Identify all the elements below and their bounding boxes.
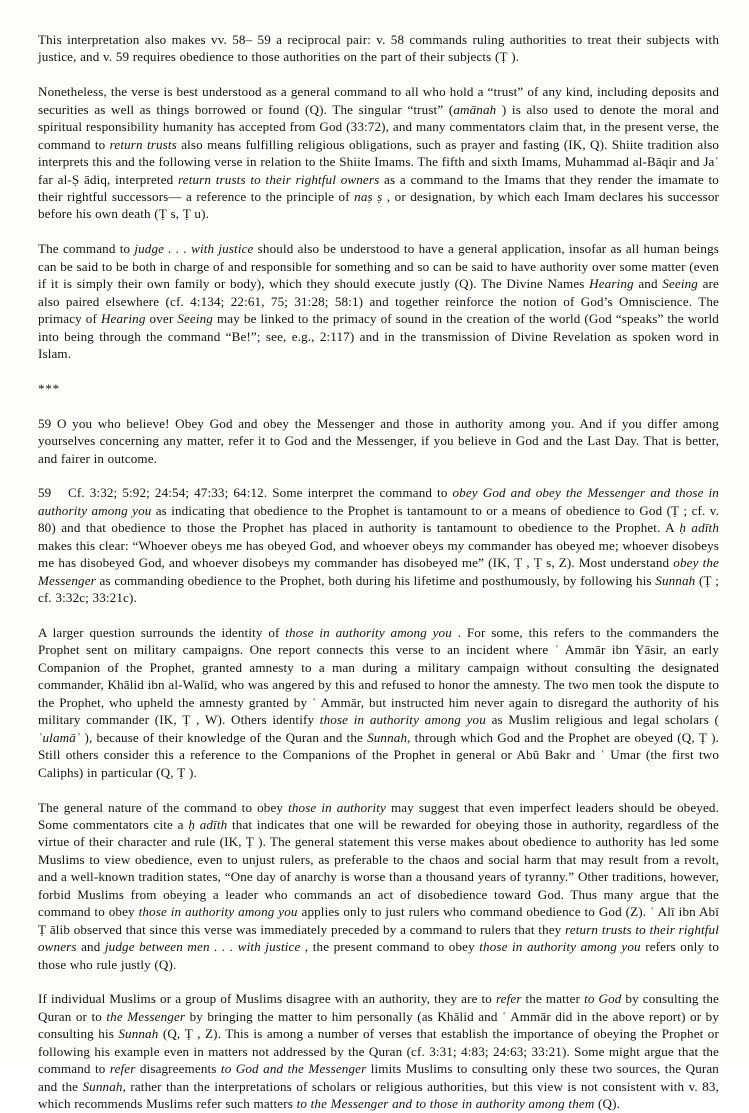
text-run: Cf. 3:32; 5:92; 24:54; 47:33; 64:12. Some interpret the command to [68, 485, 453, 501]
text-run: If individual Muslims or a group of Muslims disagree with an authority, they are to [38, 991, 496, 1007]
verse-59-text [38, 415, 719, 467]
paragraph-obedience-to-imperfect-leaders [38, 799, 719, 974]
italic-quotation: Sunnah [655, 572, 696, 588]
italic-quotation: amānah [453, 101, 502, 117]
text-run: . For some, this refers to the commanders the Prophet sent on military campaigns. One report connects this verse to an incident where ʿ Ammār ibn Yāsir, an early Companion of the Prophet, granted amnesty to a man during a military campaign without consulting the designated commander, Khālid ibn al-Walīd, who was angered by this and refused to honor the amnesty. The two men took the dispute to the Prophet, who upheld the amnesty granted by ʿ Ammār, but instructed him never again to disregard the authority of his military commander (IK, Ṭ , W). Others identify [38, 625, 719, 728]
page-text-column [38, 31, 719, 1113]
text-run: may suggest that even imperfect leaders should be obeyed. Some commentators cite a [38, 799, 719, 832]
text-run: (Q). [594, 1096, 620, 1112]
italic-quotation: naṣ ṣ [354, 189, 387, 205]
text-run: also means fulfilling religious obligations, such as prayer and fasting (IK, Q). Shiite tradition also interprets this and the following verse in relation to the Shiite Imams. The fifth and sixth Imams, Muhammad al-Bāqir and Jaʿ far al-Ṣ ādiq, interpreted [38, 136, 719, 187]
text-run: ) is also used to denote the moral and spiritual responsibility humanity has accepted from God (33:72), and many commentators claim that, in the present verse, the command to [38, 101, 720, 152]
text-run: applies only to just rulers who command obedience to God (Z). ʿ Alī ibn Abī Ṭ ālib observed that since this verse was immediately preceded by a command to rulers that they [38, 904, 719, 937]
text-run: by consulting the Quran or to [38, 991, 719, 1024]
text-run: should also be understood to have a general application, insofar as all human beings can be said to be both in charge of and responsible for something and so can be said to have authority over some matter (even if it is simply their own family or body), which they should execute justly (Q). The Divine Names [38, 241, 719, 292]
italic-quotation: refer [109, 1061, 136, 1077]
text-run: limits Muslims to consulting only these two sources, the Quran and the [38, 1061, 719, 1094]
text-run: , rather than the interpretations of scholars or religious authorities, but this view is not consistent with v. 83, which recommends Muslims refer such matters [38, 1078, 719, 1112]
text-run: The command to [38, 241, 135, 257]
text-run: and [76, 939, 105, 955]
text-run: The general nature of the command to obey [38, 799, 289, 815]
text-run: Nonetheless, the verse is best understood as a general command to all who hold a “trust” of any kind, including deposits and securities as well as things borrowed or found (Q). The singular “trust” ( [38, 84, 719, 117]
italic-quotation: those in authority among you [479, 939, 641, 955]
italic-quotation: refer [495, 991, 522, 1007]
italic-quotation: ʿulamāʾ [38, 729, 81, 745]
italic-quotation: Seeing [662, 276, 698, 292]
text-run: ), because of their knowledge of the Quran and the [80, 729, 368, 745]
italic-quotation: ḥ adīth [188, 816, 228, 832]
italic-quotation: judge between men . . . with justice [104, 939, 301, 955]
italic-quotation: Hearing [589, 276, 634, 292]
paragraph-identity-of-those-in-authority [38, 624, 719, 781]
text-run: (Ṭ ; cf. 3:32c; 33:21c). [38, 572, 719, 606]
section-separator: *** [38, 380, 60, 396]
text-run: 59 O you who believe! Obey God and obey the Messenger and those in authority among you. And if you differ among yourselves concerning any matter, refer it to God and the Messenger, if you believe in God and the Last Day. That is better, and fairer in outcome. [38, 415, 719, 466]
italic-quotation: obey the Messenger [38, 555, 719, 588]
text-run: by bringing the matter to him personally (as Khālid and ʿ Ammār did in the above report) or by consulting his [38, 1008, 719, 1042]
text-run: (Q, Ṭ , Z). This is among a number of verses that establish the importance of obeying the Prophet or following his example even in matters not addressed by the Quran (cf. 3:31; 4:83; 24:63; 33:21). Some might argue that the command to [38, 1026, 719, 1077]
italic-quotation: the Messenger [106, 1008, 186, 1024]
text-run: are also paired elsewhere (cf. 4:134; 22:61, 75; 31:28; 58:1) and together reinforce the notion of God’s Omniscience. The primacy of [38, 276, 719, 327]
paragraph-trust-general-command [38, 83, 719, 223]
text-run: may be linked to the primacy of sound in the creation of the world (God “speaks” the world into being through the command “Be!”; see, e.g., 2:117) and in the transmission of Divine Revelation as spoken word in Islam. [38, 311, 719, 362]
text-run: as commanding obedience to the Prophet, both during his lifetime and posthumously, by following his [95, 572, 656, 588]
text-run: over [145, 311, 178, 327]
text-run: the matter [521, 991, 585, 1007]
commentary-verse-number: 59 [38, 485, 52, 501]
italic-quotation: those in authority among you [138, 904, 298, 920]
paragraph-interpretation-reciprocal-pair [38, 31, 719, 66]
text-run: refers only to those who rule justly (Q). [38, 939, 719, 972]
italic-quotation: return trusts to their rightful owners [38, 921, 719, 955]
paragraph-judge-with-justice [38, 240, 719, 362]
italic-quotation: to God and the Messenger [220, 1061, 367, 1077]
paragraph-refer-disagreements [38, 990, 719, 1112]
text-run: makes this clear: “Whoever obeys me has obeyed God, and whoever obeys my commander has obeyed me; whoever disobeys me has disobeyed God, and whoever disobeys my commander has disobeyed me” (IK, Ṭ , Ṭ s, Z). Most understand [38, 537, 719, 571]
text-run: that indicates that one will be rewarded for obeying those in authority, regardless of the virtue of their character and rule (IK, Ṭ ). The general statement this verse makes about obedience to authority has led some Muslims to view obedience, even to unjust rulers, as preferable to the chaos and social harm that may result from a revolt, and a well-known tradition states, “One day of anarchy is worse than a thousand years of tyranny.” Other traditions, however, forbid Muslims from obeying a leader who commands an act of disobedience toward God. Thus many argue that the command to obey [38, 816, 719, 920]
text-run: as indicating that obedience to the Prophet is tantamount to or a means of obedience to God (Ṭ ; cf. v. 80) and that obedience to those the Prophet has placed in authority is tantamount to obedience to the Prophet. A [38, 502, 719, 536]
italic-quotation: Hearing [100, 311, 146, 327]
italic-quotation: return trusts to their rightful owners [178, 171, 380, 187]
italic-quotation: Sunnah [367, 729, 408, 745]
italic-quotation: Seeing [177, 311, 213, 327]
text-run: , or designation, by which each Imam declares his successor before his own death (Ṭ s, Ṭ u). [38, 189, 719, 222]
italic-quotation: to the Messenger and to those in authority among them [296, 1096, 595, 1112]
text-run: , through which God and the Prophet are obeyed (Q, Ṭ ). Still others consider this a reference to the Companions of the Prophet in general or Abū Bakr and ʿ Umar (the first two Caliphs) in particular (Q, Ṭ ). [38, 729, 719, 780]
text-run: and [633, 276, 663, 292]
italic-quotation: ḥ adīth [679, 520, 719, 536]
commentary-verse-59 [38, 484, 719, 606]
italic-quotation: Sunnah [82, 1078, 123, 1094]
italic-quotation: to God [584, 991, 622, 1007]
italic-quotation: obey God and obey the Messenger and those in authority among you [38, 485, 719, 518]
text-run: , the present command to obey [300, 939, 480, 955]
italic-quotation: Sunnah [118, 1026, 159, 1042]
italic-quotation: judge . . . with justice [134, 241, 254, 257]
italic-quotation: return trusts [109, 136, 177, 152]
italic-quotation: those in authority among you [319, 712, 486, 728]
text-run: A larger question surrounds the identity of [38, 625, 286, 641]
text-run: This interpretation also makes vv. 58– 59 a reciprocal pair: v. 58 commands ruling authorities to treat their subjects with justice, and v. 59 requires obedience to those authorities on the part of their subjects (Ṭ ). [38, 32, 719, 65]
text-run: disagreements [135, 1061, 221, 1077]
italic-quotation: those in authority among you [285, 625, 452, 641]
italic-quotation: those in authority [288, 799, 386, 815]
text-run: as a command to the Imams that they render the imamate to their rightful successors— a reference to the principle of [38, 171, 719, 205]
text-run: as Muslim religious and legal scholars ( [485, 712, 719, 728]
